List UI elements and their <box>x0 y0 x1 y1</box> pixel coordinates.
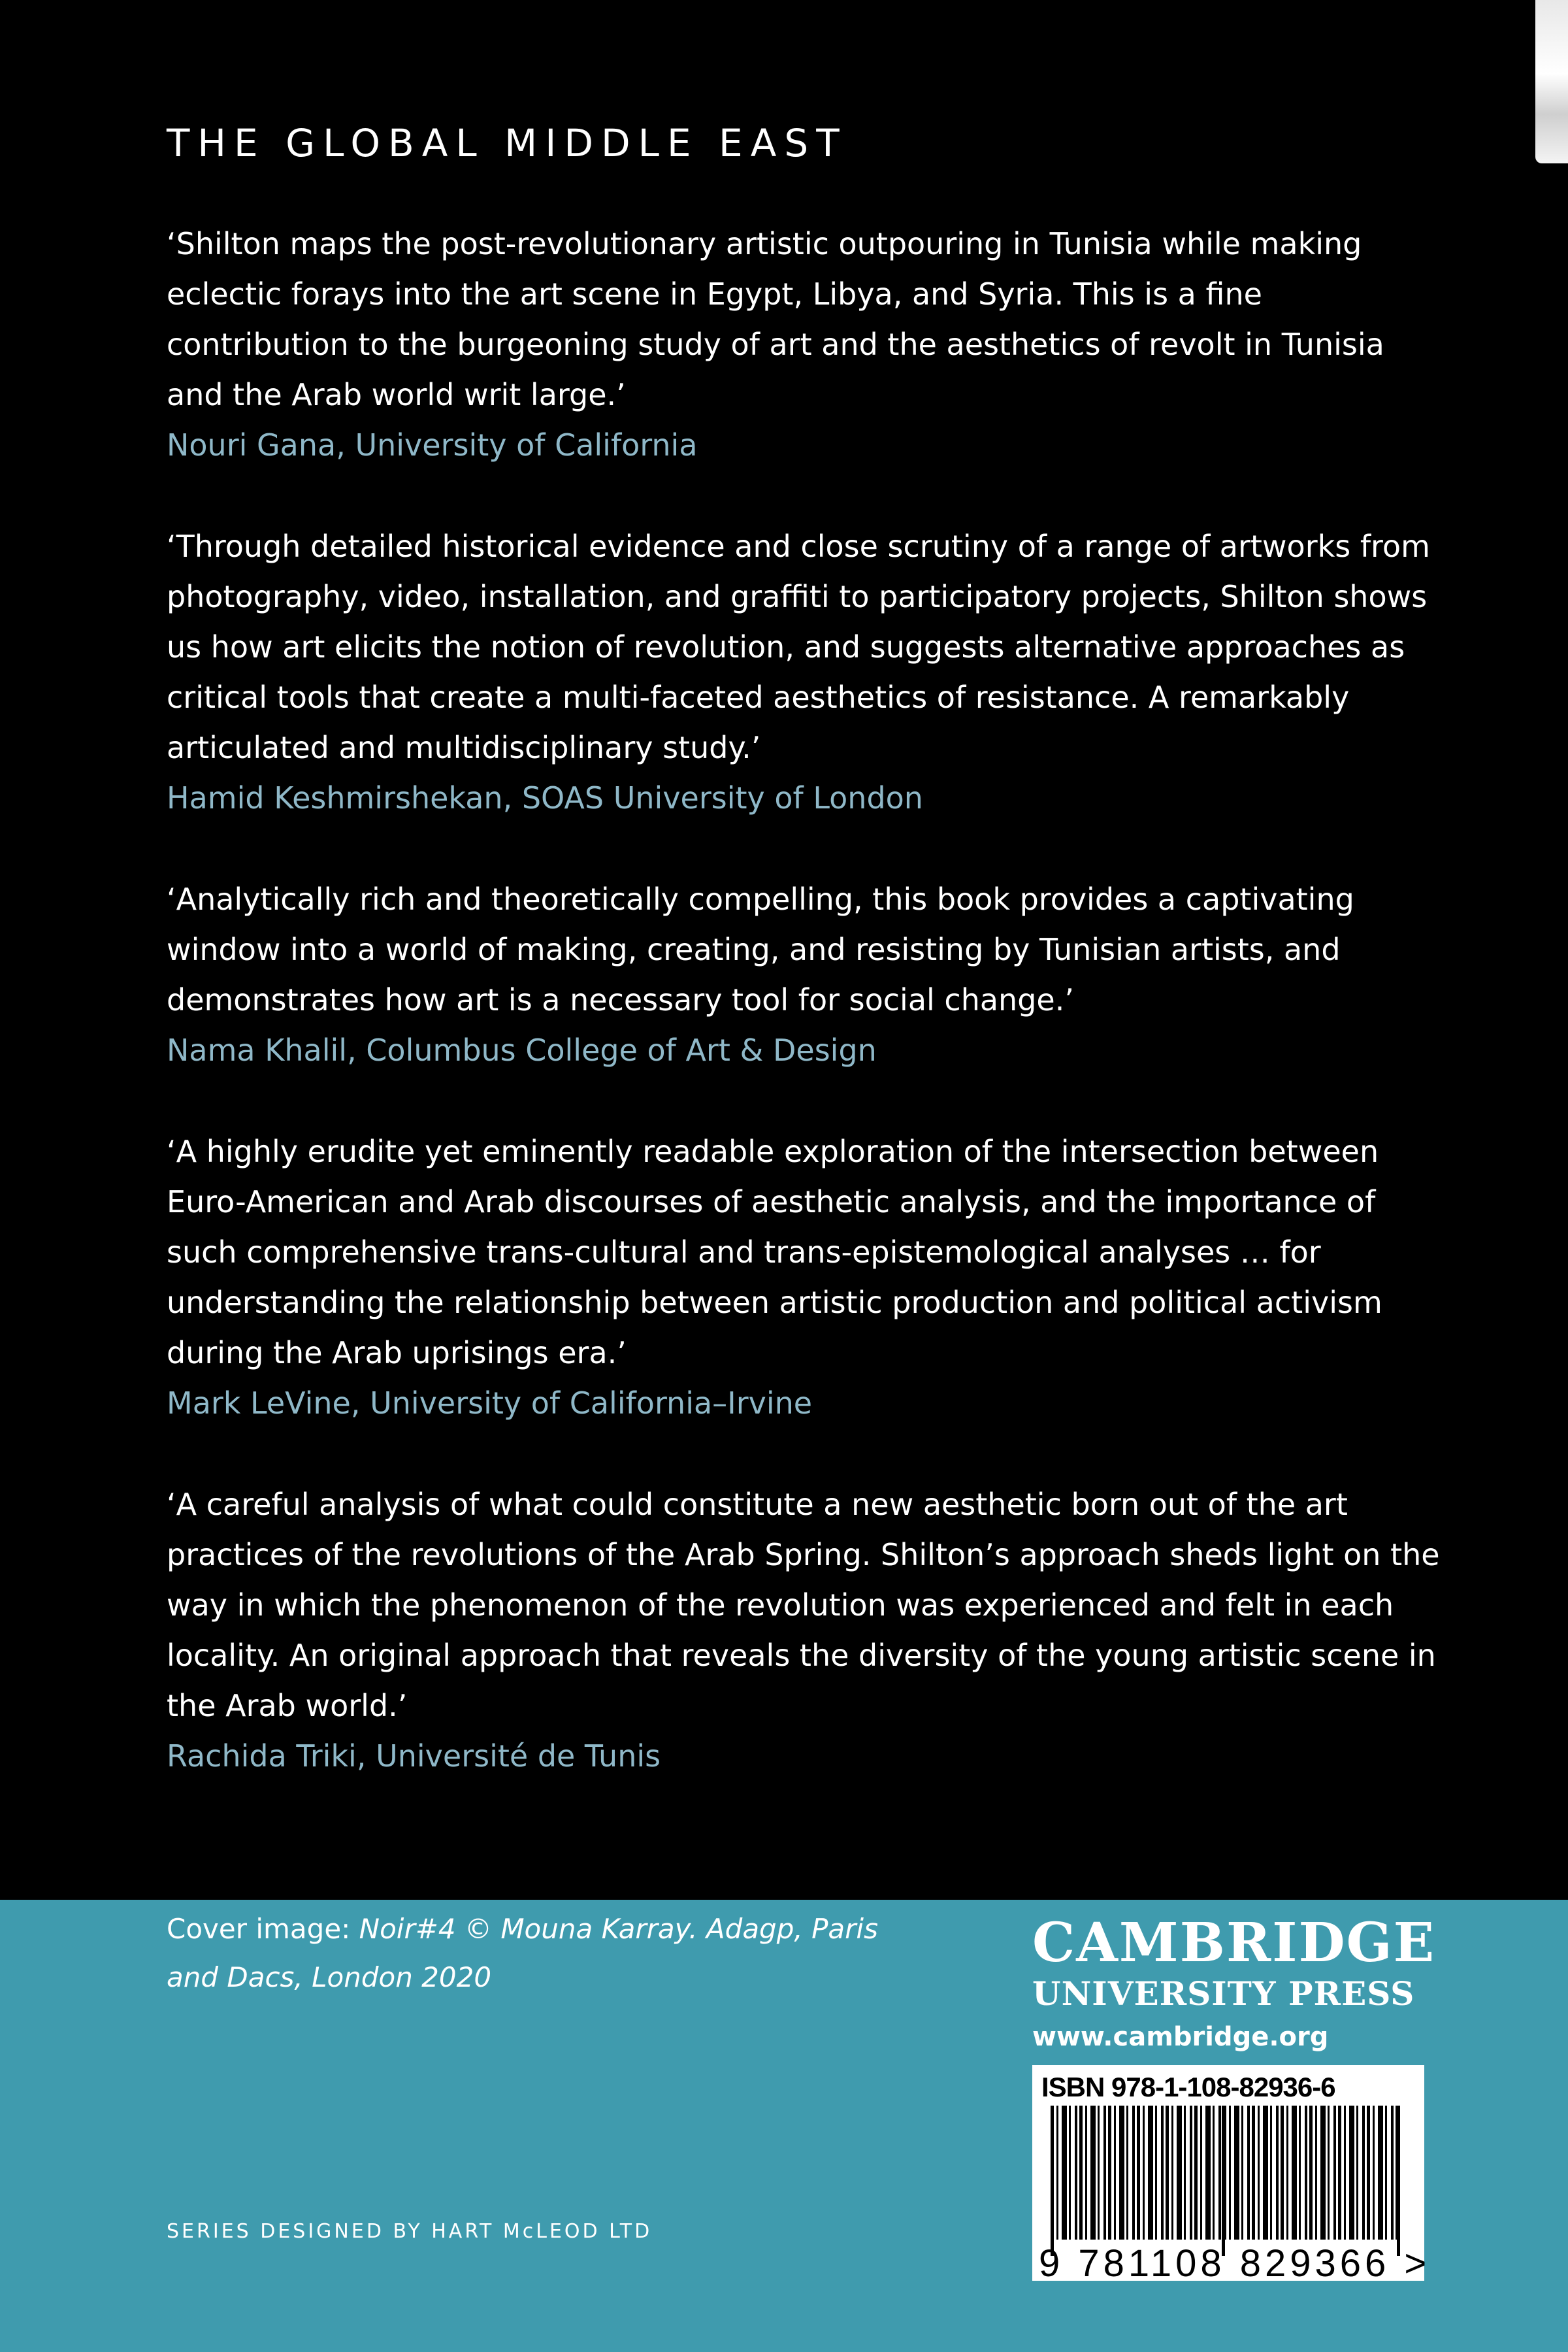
endorsement-attribution: Mark LeVine, University of California–Irvine <box>167 1385 813 1421</box>
series-title: THE GLOBAL MIDDLE EAST <box>167 121 847 165</box>
barcode-bars <box>1051 2106 1400 2240</box>
endorsement <box>167 1480 1441 1781</box>
isbn-label: ISBN 978-1-108-82936-6 <box>1041 2072 1335 2102</box>
endorsements <box>167 219 1441 1832</box>
endorsement-quote: ‘Shilton maps the post-revolutionary artistic outpouring in Tunisia while making eclectic forays into the art scene in Egypt, Libya, and Syria. This is a fine contribution to the burgeoning study of art and the aesthetics of revolt in Tunisia and the Arab world writ large.’ <box>167 226 1384 412</box>
endorsement-attribution: Nouri Gana, University of California <box>167 427 698 463</box>
endorsement <box>167 874 1441 1076</box>
publisher-url: www.cambridge.org <box>1032 2022 1329 2052</box>
endorsement-attribution: Nama Khalil, Columbus College of Art & Design <box>167 1033 877 1068</box>
publisher-name: CAMBRIDGE <box>1032 1912 1436 1974</box>
endorsement-quote: ‘A careful analysis of what could constitute a new aesthetic born out of the art practices of the revolutions of the Arab Spring. Shilton’s approach sheds light on the way in which the phenomenon of the revolution was experienced and felt in each locality. An original approach that reveals the diversity of the young artistic scene in the Arab world.’ <box>167 1487 1440 1723</box>
endorsement-attribution: Rachida Triki, Université de Tunis <box>167 1738 661 1774</box>
barcode-guard-left <box>1051 2106 1054 2256</box>
endorsement <box>167 522 1441 823</box>
cover-photo-fragment <box>1535 0 1568 163</box>
endorsement-quote: ‘Analytically rich and theoretically compelling, this book provides a captivating window into a world of making, creating, and resisting by Tunisian artists, and demonstrates how art is a necessary tool for social change.’ <box>167 882 1354 1018</box>
series-designer-credit: SERIES DESIGNED BY HART McLEOD LTD <box>167 2220 653 2243</box>
endorsement <box>167 1127 1441 1429</box>
barcode-guard-right <box>1397 2106 1400 2256</box>
endorsement-attribution: Hamid Keshmirshekan, SOAS University of London <box>167 780 923 816</box>
endorsement-quote: ‘Through detailed historical evidence and close scrutiny of a range of artworks from photography, video, installation, and graffiti to participatory projects, Shilton shows us how art elicits the notion of revolution, and suggests alternative approaches as critical tools that create a multi-faceted aesthetics of resistance. A remarkably articulated and multidisciplinary study.’ <box>167 529 1430 765</box>
cover-image-credit <box>167 1905 885 2002</box>
publisher-press: UNIVERSITY PRESS <box>1032 1974 1415 2013</box>
cover-credit-label: Cover image: <box>167 1913 359 1945</box>
isbn-barcode <box>1032 2065 1431 2285</box>
barcode-digits: 9 781108 829366 > <box>1039 2242 1431 2285</box>
barcode-guard-center <box>1222 2106 1225 2256</box>
publisher-logo <box>1032 1912 1436 2058</box>
endorsement <box>167 219 1441 471</box>
endorsement-quote: ‘A highly erudite yet eminently readable exploration of the intersection between Euro-American and Arab discourses of aesthetic analysis, and the importance of such comprehensive trans-cultural and trans-epistemological analyses … for understanding the relationship between artistic production and political activism during the Arab uprisings era.’ <box>167 1134 1382 1370</box>
cover-credit-text: Noir#4 © Mouna Karray. Adagp, Paris and Dacs, London 2020 <box>167 1913 878 1993</box>
